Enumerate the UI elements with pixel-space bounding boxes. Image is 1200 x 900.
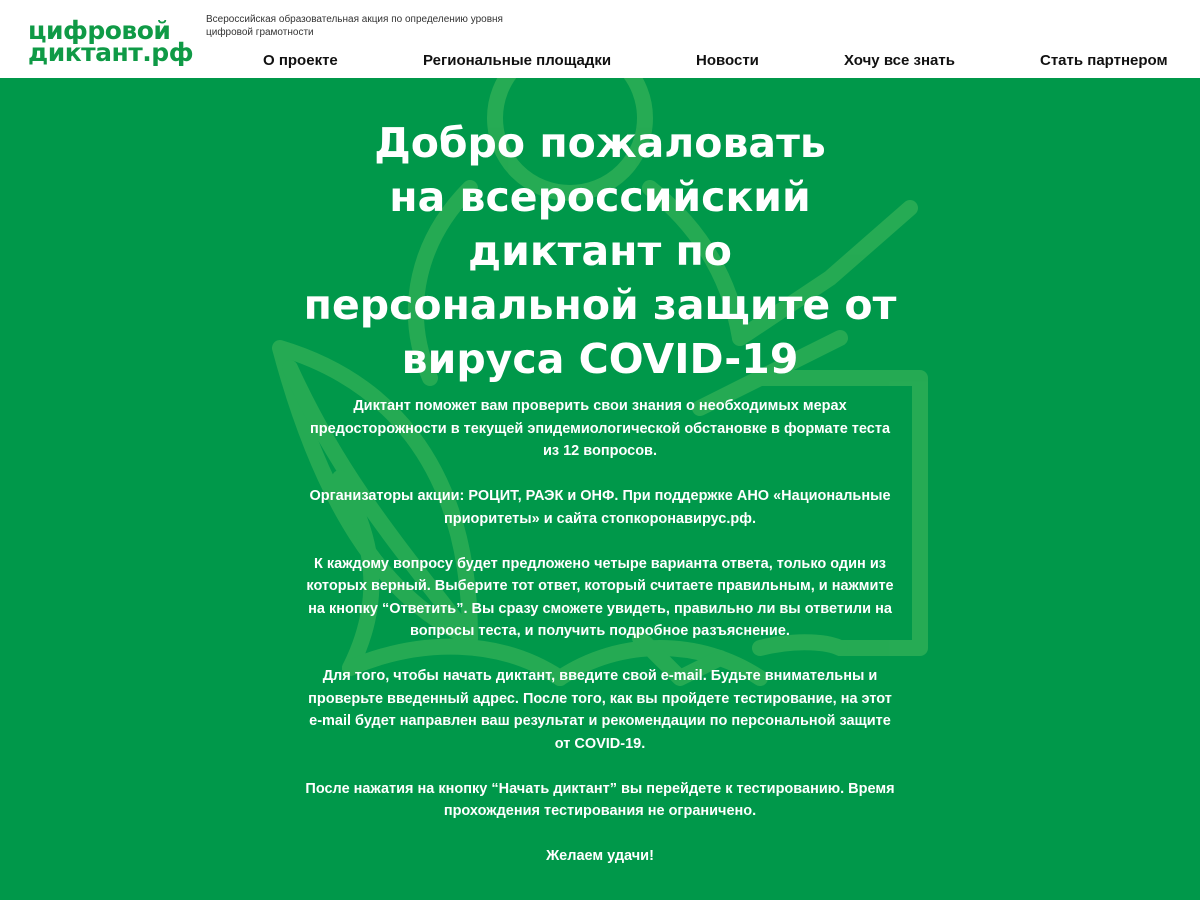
good-luck-text: Желаем удачи! — [546, 848, 654, 864]
hero-section — [0, 78, 1200, 900]
nav-regional-sites[interactable]: Региональные площадки — [423, 52, 612, 69]
site-header — [0, 0, 1200, 78]
logo-line-2: диктант.рф — [28, 38, 193, 67]
nav-become-partner[interactable]: Стать партнером — [1040, 52, 1168, 69]
nav-about[interactable]: О проекте — [263, 52, 338, 69]
intro-paragraph-2: Организаторы акции: РОЦИТ, РАЭК и ОНФ. При поддержке АНО «Национальные приоритеты» и сайта стопкоронавирус.рф. — [309, 488, 891, 527]
intro-paragraph-3: К каждому вопросу будет предложено четыре варианта ответа, только один из которых верный. Выберите тот ответ, который считаете правильным, и нажмите на кнопку “Ответить”. Вы сразу сможете увидеть, правильно ли вы ответили на вопросы теста, и получить подробное разъяснение. — [306, 555, 894, 639]
page-title: Добро пожаловать на всероссийский диктант по персональной защите от вируса COVID-19 — [303, 119, 897, 383]
main-nav — [0, 50, 1200, 72]
intro-paragraph-1: Диктант поможет вам проверить свои знания о необходимых мерах предосторожности в текущей эпидемиологической обстановке в формате теста из 12 вопросов. — [309, 398, 891, 459]
intro-text — [300, 395, 900, 890]
site-tagline: Всероссийская образовательная акция по определению уровня цифровой грамотности — [206, 14, 503, 38]
logo-line-1: цифровой — [28, 16, 171, 45]
intro-paragraph-5: После нажатия на кнопку “Начать диктант” вы перейдете к тестированию. Время прохождения тестирования не ограничено. — [305, 780, 895, 819]
intro-paragraph-4: Для того, чтобы начать диктант, введите свой e-mail. Будьте внимательны и проверьте введенный адрес. После того, как вы пройдете тестирование, на этот e-mail будет направлен ваш результат и рекомендации по персональной защите от COVID-19. — [308, 668, 892, 752]
nav-news[interactable]: Новости — [696, 52, 759, 69]
nav-want-to-know[interactable]: Хочу все знать — [844, 52, 955, 69]
